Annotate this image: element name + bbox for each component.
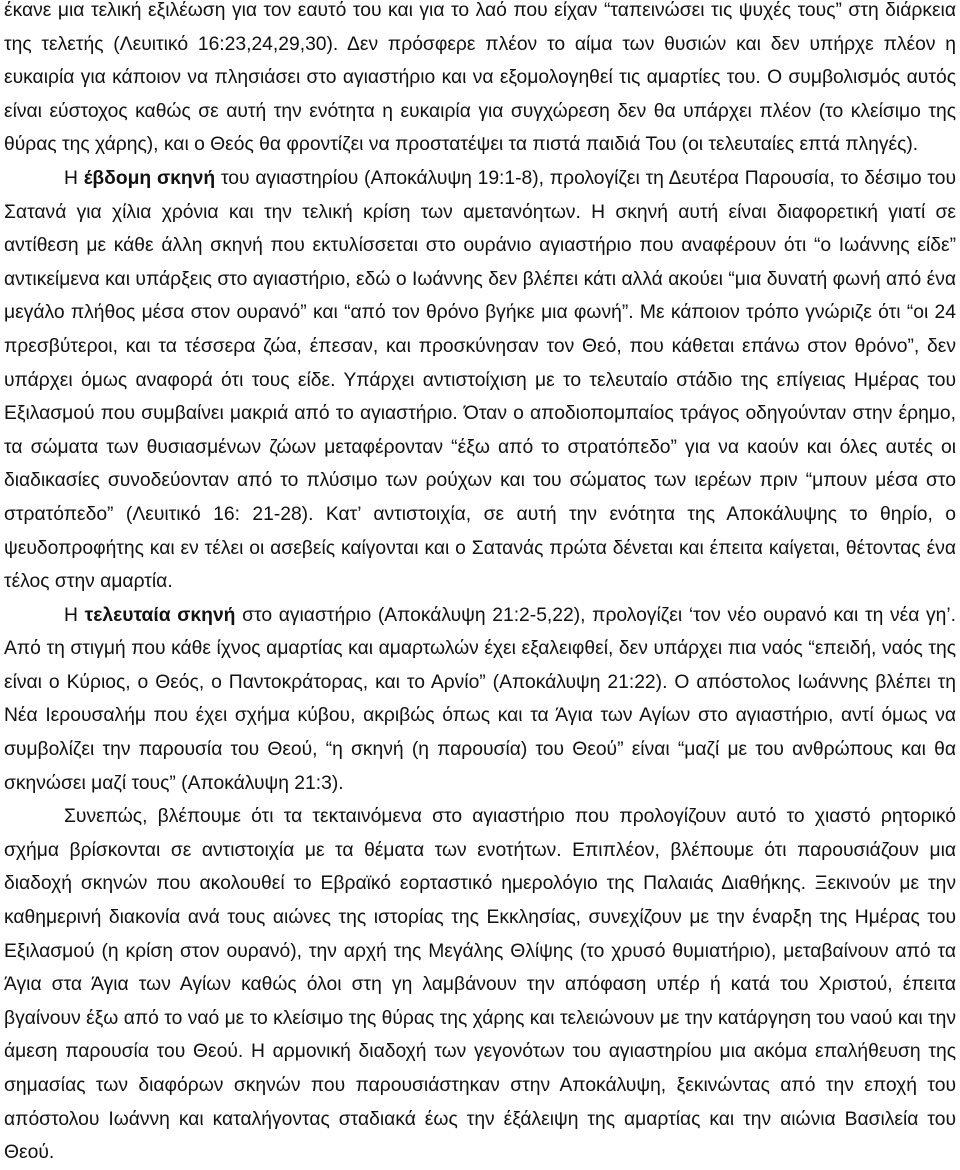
- paragraph-3: [4, 599, 956, 801]
- paragraph-1: έκανε μια τελική εξιλέωση για τον εαυτό του και για το λαό που είχαν “ταπεινώσει τις ψυχές τους” στη διάρκεια της τελετής (Λευιτικό 16:23,24,29,30). Δεν πρόσφερε πλέον το αίμα των θυσιών και δεν υπήρχε πλέον η ευκαιρία για κάποιον να πλησιάσει στο αγιαστήριο και να εξομολογηθεί τις αμαρτίες του. Ο συμβολισμός αυτός είναι εύστοχος καθώς σε αυτή την ενότητα η ευκαιρία για συγχώρεση δεν θα υπάρχει πλέον (το κλείσιμο της θύρας της χάρης), και ο Θεός θα φροντίζει να προστατέψει τα πιστά παιδιά Του (οι τελευταίες επτά πληγές).: [4, 0, 956, 156]
- paragraph-3-lead: Η: [64, 604, 85, 626]
- last-scene-emphasis: τελευταία σκηνή: [84, 604, 236, 626]
- paragraph-3-body: στο αγιαστήριο (Αποκάλυψη 21:2-5,22), προλογίζει ‘τον νέο ουρανό και τη νέα γη’. Από τη στιγμή που κάθε ίχνος αμαρτίας και αμαρτωλών έχει εξαλειφθεί, δεν υπάρχει πια ναός “επειδή, ναός της είναι ο Κύριος, ο Θεός, ο Παντοκράτορας, και το Αρνίο” (Αποκάλυψη 21:22). Ο απόστολος Ιωάννης βλέπει τη Νέα Ιερουσαλήμ που έχει σχήμα κύβου, ακριβώς όπως και τα Άγια των Αγίων στο αγιαστήριο, αντί όμως να συμβολίζει την παρουσία του Θεού, “η σκηνή (η παρουσία) του Θεού” είναι “μαζί με του ανθρώπους και θα σκηνώσει μαζί τους” (Αποκάλυψη 21:3).: [4, 604, 957, 794]
- paragraph-4: Συνεπώς, βλέπουμε ότι τα τεκταινόμενα στο αγιαστήριο που προλογίζουν αυτό το χιαστό ρητορικό σχήμα βρίσκονται σε αντιστοιχία με τα θέματα των ενοτήτων. Επιπλέον, βλέπουμε ότι παρουσιάζουν μια διαδοχή σκηνών που ακολουθεί το Εβραϊκό εορταστικό ημερολόγιο της Παλαιάς Διαθήκης. Ξεκινούν με την καθημερινή διακονία ανά τους αιώνες της ιστορίας της Εκκλησίας, συνεχίζουν με την έναρξη της Ημέρας του Εξιλασμού (η κρίση στον ουρανό), την αρχή της Μεγάλης Θλίψης (το χρυσό θυμιατήριο), μεταβαίνουν από τα Άγια στα Άγια των Αγίων καθώς όλοι στη γη λαμβάνουν την απόφαση υπέρ ή κατά του Χριστού, έπειτα βγαίνουν έξω από το ναό με το κλείσιμο της θύρας της χάρης και τελειώνουν με την κατάργηση του ναού και την άμεση παρουσία του Θεού. Η αρμονική διαδοχή των γεγονότων του αγιαστηρίου μια ακόμα επαλήθευση της σημασίας των διαφόρων σκηνών που παρουσιάστηκαν στην Αποκάλυψη, ξεκινώντας από την εποχή του απόστολου Ιωάννη και καταλήγοντας σταδιακά έως την έξάλειψη της αμαρτίας και την αιώνια Βασιλεία του Θεού.: [4, 806, 956, 1164]
- paragraph-2-body: του αγιαστηρίου (Αποκάλυψη 19:1-8), προλογίζει τη Δευτέρα Παρουσία, το δέσιμο του Σατανά για χίλια χρόνια και την τελική κρίση των αμετανόητων. Η σκηνή αυτή είναι διαφορετική γιατί σε αντίθεση με κάθε άλλη σκηνή που εκτυλίσσεται στο ουράνιο αγιαστήριο που αναφέρουν ότι “ο Ιωάννης είδε” αντικείμενα και υπάρξεις στο αγιαστήριο, εδώ ο Ιωάννης δεν βλέπει κάτι αλλά ακούει “μια δυνατή φωνή από ένα μεγάλο πλήθος μέσα στον ουρανό” και “από τον θρόνο βγήκε μια φωνή”. Με κάποιον τρόπο γνώριζε ότι “οι 24 πρεσβύτεροι, και τα τέσσερα ζώα, έπεσαν, και προσκύνησαν τον Θεό, που κάθεται επάνω στον θρόνο”, δεν υπάρχει όμως αναφορά ότι τους είδε. Υπάρχει αντιστοίχιση με το τελευταίο στάδιο της επίγειας Ημέρας του Εξιλασμού που συμβαίνει μακριά από το αγιαστήριο. Όταν ο αποδιοπομπαίος τράγος οδηγούνταν στην έρημο, τα σώματα των θυσιασμένων ζώων μεταφέρονταν “έξω από το στρατόπεδο” για να καούν και όλες αυτές οι διαδικασίες συνοδεύονταν από το πλύσιμο των ρούχων και του σώματος των ιερέων πριν “μπουν μέσα στο στρατόπεδο” (Λευιτικό 16: 21-28). Κατ’ αντιστοιχία, σε αυτή την ενότητα της Αποκάλυψης το θηρίο, ο ψευδοπροφήτης και εν τέλει οι ασεβείς καίγονται και ο Σατανάς πρώτα δένεται και έπειτα καίγεται, θέτοντας ένα τέλος στην αμαρτία.: [4, 167, 957, 593]
- seventh-scene-emphasis: έβδομη σκηνή: [83, 167, 216, 189]
- paragraph-2-lead: Η: [64, 167, 84, 189]
- paragraph-2: [4, 162, 956, 599]
- document-page: [4, 0, 956, 1170]
